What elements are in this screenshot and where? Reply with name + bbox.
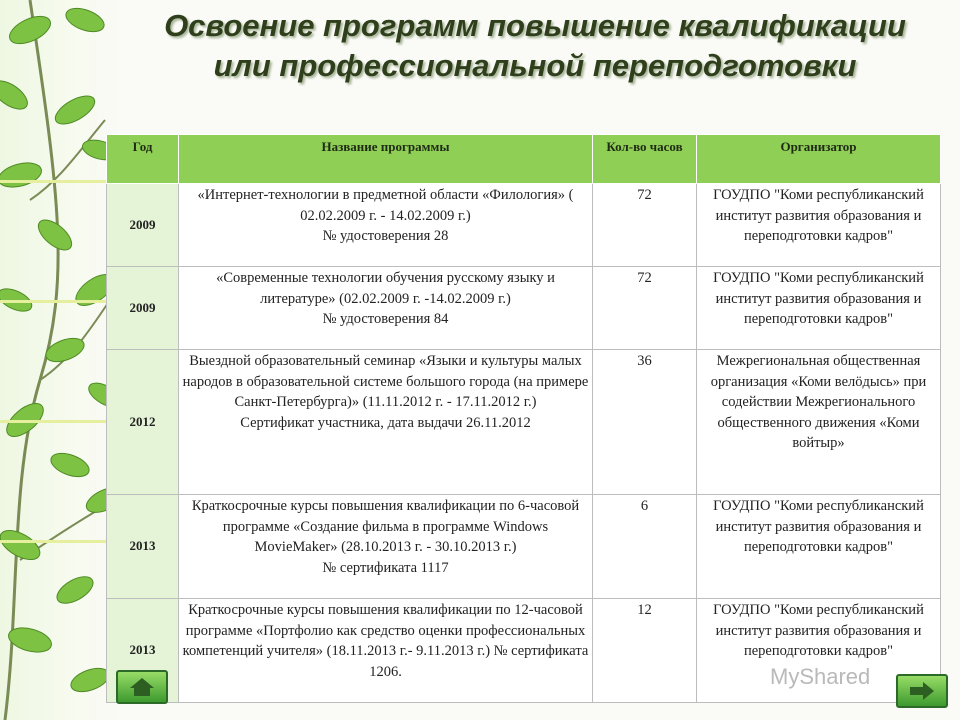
organizer-cell: ГОУДПО "Коми республиканский институт развития образования и переподготовки кадров" <box>697 184 941 267</box>
table-header-row <box>107 135 941 184</box>
hours-cell: 72 <box>593 267 697 350</box>
year-cell: 2013 <box>107 599 179 703</box>
program-cell: Краткосрочные курсы повышения квалификации по 12-часовой программе «Портфолио как средство оценки профессиональных компетенций учителя» (18.11.2013 г.- 9.11.2013 г.) № сертификата 1206. <box>179 599 593 703</box>
home-icon <box>129 677 155 697</box>
hours-cell: 6 <box>593 495 697 599</box>
header-organizer: Организатор <box>697 135 941 184</box>
decorative-leaves <box>0 0 120 720</box>
watermark: MyShared <box>770 664 871 689</box>
hours-cell: 36 <box>593 350 697 495</box>
header-program: Название программы <box>179 135 593 184</box>
table-row <box>107 267 941 350</box>
hours-cell: 12 <box>593 599 697 703</box>
page-title: Освоение программ повышение квалификации или профессиональной переподготовки <box>164 8 906 83</box>
organizer-cell: ГОУДПО "Коми республиканский институт развития образования и переподготовки кадров" <box>697 267 941 350</box>
organizer-cell: Межрегиональная общественная организация «Коми велöдысь» при содействии Межрегионального общественного движения «Коми войтыр» <box>697 350 941 495</box>
table-row <box>107 184 941 267</box>
table-row <box>107 495 941 599</box>
program-cell: «Интернет-технологии в предметной области «Филология» ( 02.02.2009 г. - 14.02.2009 г.) № удостоверения 28 <box>179 184 593 267</box>
next-slide-button[interactable] <box>896 674 948 708</box>
program-cell: Выездной образовательный семинар «Языки и культуры малых народов в образовательной системе большого города (на примере Санкт-Петербурга)» (11.11.2012 г. - 17.11.2012 г.) Сертификат участника, дата выдачи 26.11.2012 <box>179 350 593 495</box>
arrow-right-icon <box>909 681 935 701</box>
home-button[interactable] <box>116 670 168 704</box>
leaf-branch-icon <box>0 0 120 720</box>
year-cell: 2009 <box>107 184 179 267</box>
table-row <box>107 350 941 495</box>
programs-table <box>106 134 941 703</box>
organizer-cell: ГОУДПО "Коми республиканский институт развития образования и переподготовки кадров" <box>697 495 941 599</box>
hours-cell: 72 <box>593 184 697 267</box>
program-cell: «Современные технологии обучения русскому языку и литературе» (02.02.2009 г. -14.02.2009 г.) № удостоверения 84 <box>179 267 593 350</box>
header-year: Год <box>107 135 179 184</box>
header-hours: Кол-во часов <box>593 135 697 184</box>
program-cell: Краткосрочные курсы повышения квалификации по 6-часовой программе «Создание фильма в программе Windows MovieMaker» (28.10.2013 г. - 30.10.2013 г.) № сертификата 1117 <box>179 495 593 599</box>
year-cell: 2012 <box>107 350 179 495</box>
organizer-cell: ГОУДПО "Коми республиканский институт развития образования и переподготовки кадров" <box>697 599 941 703</box>
year-cell: 2009 <box>107 267 179 350</box>
year-cell: 2013 <box>107 495 179 599</box>
